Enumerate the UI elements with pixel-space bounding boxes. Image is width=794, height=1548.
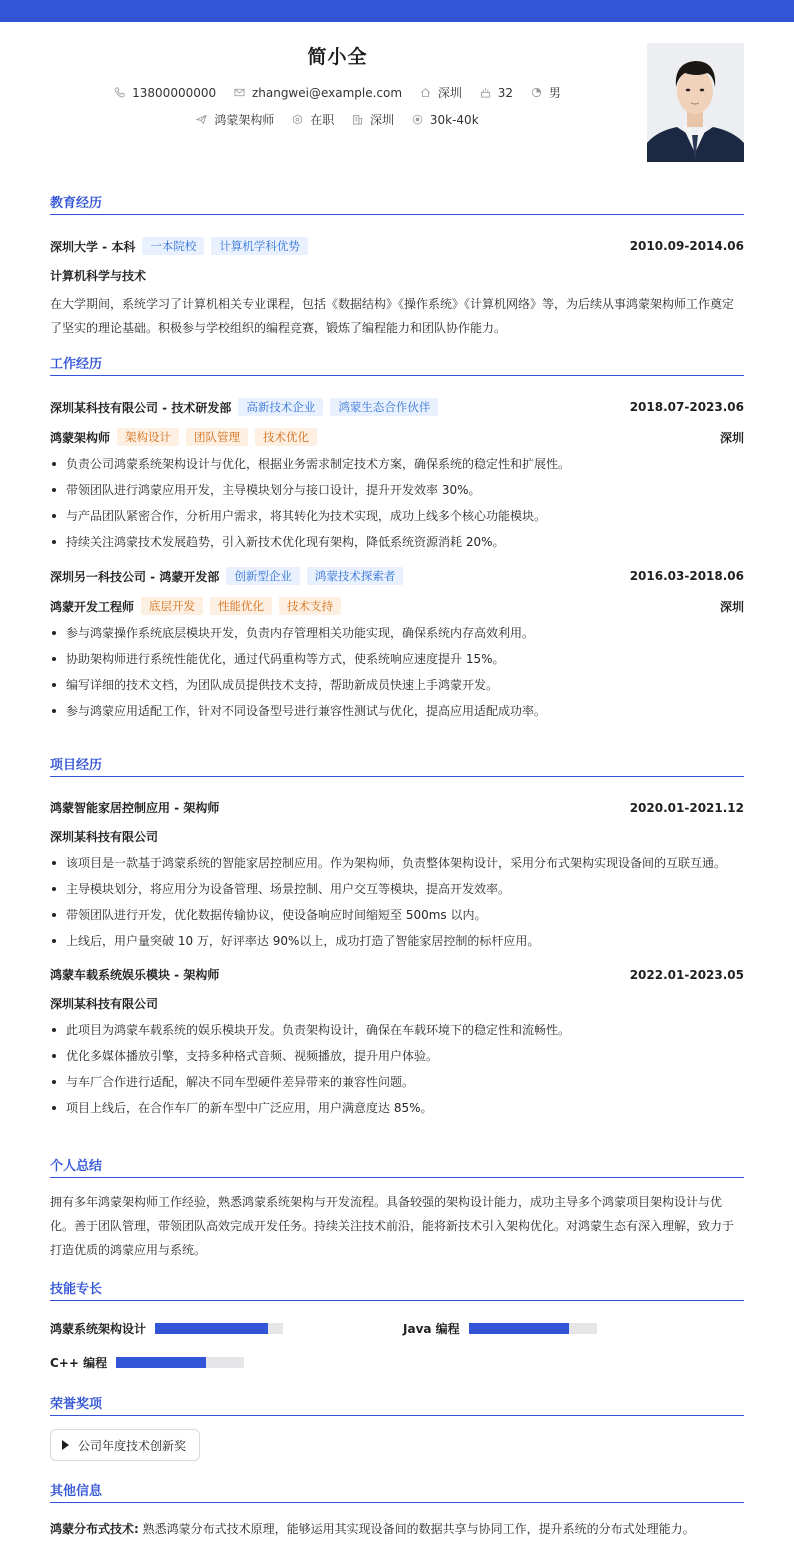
summary-text: 拥有多年鸿蒙架构师工作经验，熟悉鸿蒙系统架构与开发流程。具备较强的架构设计能力，成功主导多个鸿蒙项目架构设计与优化。善于团队管理，带领团队高效完成开发任务。持续关注技术前沿，能将新技术引入架构优化。对鸿蒙生态有深入理解，致力于打造优质的鸿蒙应用与系统。 xyxy=(50,1195,735,1257)
skill-tag: 团队管理 xyxy=(186,428,248,446)
school-tag: 计算机学科优势 xyxy=(211,237,308,255)
profile-photo xyxy=(647,43,744,162)
list-item: 带领团队进行开发，优化数据传输协议，使设备响应时间缩短至 500ms 以内。 xyxy=(50,902,744,928)
company-tag: 创新型企业 xyxy=(226,567,300,585)
resume-header xyxy=(50,22,744,182)
work-location: 深圳 xyxy=(719,430,744,445)
section-title-work: 工作经历 xyxy=(50,353,744,376)
company-name: 深圳某科技有限公司 - 技术研发部 xyxy=(50,400,232,415)
send-icon xyxy=(196,114,207,125)
age-icon xyxy=(480,87,491,98)
other-info-text: 熟悉鸿蒙分布式技术原理，能够运用其实现设备间的数据共享与协同工作，提升系统的分布式处理能力。 xyxy=(142,1522,695,1536)
list-item: 该项目是一款基于鸿蒙系统的智能家居控制应用。作为架构师，负责整体架构设计，采用分布式架构实现设备间的互联互通。 xyxy=(50,850,744,876)
list-item: 持续关注鸿蒙技术发展趋势，引入新技术优化现有架构，降低系统资源消耗 20%。 xyxy=(50,529,744,555)
company-tag: 鸿蒙生态合作伙伴 xyxy=(330,398,438,416)
project-period: 2020.01-2021.12 xyxy=(629,800,744,815)
skill-tag: 技术优化 xyxy=(255,428,317,446)
project-bullets xyxy=(50,1017,744,1121)
education-description: 在大学期间，系统学习了计算机相关专业课程，包括《数据结构》《操作系统》《计算机网络》等，为后续从事鸿蒙架构师工作奠定了坚实的理论基础。积极参与学校组织的编程竞赛，锻炼了编程能力和团队协作能力。 xyxy=(50,297,735,335)
list-item: 负责公司鸿蒙系统架构设计与优化，根据业务需求制定技术方案，确保系统的稳定性和扩展性。 xyxy=(50,451,744,477)
section-title-education: 教育经历 xyxy=(50,192,744,215)
project-company: 深圳某科技有限公司 xyxy=(50,830,159,844)
project-item xyxy=(50,799,744,954)
award-label: 公司年度技术创新奖 xyxy=(78,1438,187,1453)
play-triangle-icon xyxy=(62,1440,69,1450)
skills-section xyxy=(50,1278,744,1368)
education-major: 计算机科学与技术 xyxy=(50,269,147,283)
list-item: 协助架构师进行系统性能优化，通过代码重构等方式，使系统响应速度提升 15%。 xyxy=(50,646,744,672)
company-tag: 鸿蒙技术探索者 xyxy=(307,567,404,585)
status-icon xyxy=(292,114,303,125)
project-item xyxy=(50,966,744,1121)
section-title-skills: 技能专长 xyxy=(50,1278,744,1301)
summary-section xyxy=(50,1155,744,1262)
salary-icon xyxy=(412,114,423,125)
list-item: 编写详细的技术文档，为团队成员提供技术支持，帮助新成员快速上手鸿蒙开发。 xyxy=(50,672,744,698)
skill-level-bar xyxy=(469,1323,597,1334)
work-item xyxy=(50,398,744,555)
gender-icon xyxy=(531,87,542,98)
company-name: 深圳另一科技公司 - 鸿蒙开发部 xyxy=(50,569,220,584)
skill-level-fill xyxy=(116,1357,206,1368)
skill-name: 鸿蒙系统架构设计 xyxy=(50,1322,147,1336)
skill-level-fill xyxy=(469,1323,569,1334)
contact-age: 32 xyxy=(480,86,513,100)
skill-name: C++ 编程 xyxy=(50,1356,108,1370)
list-item: 此项目为鸿蒙车载系统的娱乐模块开发。负责架构设计，确保在车载环境下的稳定性和流畅性。 xyxy=(50,1017,744,1043)
school-name: 深圳大学 - 本科 xyxy=(50,239,136,254)
skill-name: Java 编程 xyxy=(403,1322,460,1336)
project-period: 2022.01-2023.05 xyxy=(629,967,744,982)
skill-level-fill xyxy=(155,1323,268,1334)
intent-position: 鸿蒙架构师 xyxy=(196,111,274,128)
project-name: 鸿蒙车载系统娱乐模块 - 架构师 xyxy=(50,968,220,982)
work-section xyxy=(50,353,744,724)
education-header xyxy=(50,237,744,255)
contact-city: 深圳 xyxy=(420,84,462,101)
list-item: 参与鸿蒙操作系统底层模块开发，负责内存管理相关功能实现，确保系统内存高效利用。 xyxy=(50,620,744,646)
list-item: 项目上线后，在合作车厂的新车型中广泛应用，用户满意度达 85%。 xyxy=(50,1095,744,1121)
skill-tag: 性能优化 xyxy=(210,597,272,615)
skill-item xyxy=(50,1320,283,1337)
list-item: 与车厂合作进行适配，解决不同车型硬件差异带来的兼容性问题。 xyxy=(50,1069,744,1095)
work-location: 深圳 xyxy=(719,599,744,614)
skill-tag: 底层开发 xyxy=(141,597,203,615)
school-tag: 一本院校 xyxy=(142,237,204,255)
project-company: 深圳某科技有限公司 xyxy=(50,997,159,1011)
work-item xyxy=(50,567,744,724)
list-item: 优化多媒体播放引擎，支持多种格式音频、视频播放，提升用户体验。 xyxy=(50,1043,744,1069)
skill-tag: 架构设计 xyxy=(117,428,179,446)
work-period: 2018.07-2023.06 xyxy=(629,400,744,414)
work-bullets xyxy=(50,620,744,724)
project-bullets xyxy=(50,850,744,954)
other-info-line xyxy=(50,1517,744,1541)
work-bullets xyxy=(50,451,744,555)
work-period: 2016.03-2018.06 xyxy=(629,569,744,583)
honors-section xyxy=(50,1393,744,1463)
intent-salary: 30k-40k xyxy=(412,113,479,127)
list-item: 主导模块划分，将应用分为设备管理、场景控制、用户交互等模块，提高开发效率。 xyxy=(50,876,744,902)
contact-email: zhangwei@example.com xyxy=(234,86,402,100)
job-role: 鸿蒙架构师 xyxy=(50,430,111,445)
job-intent-row xyxy=(50,111,625,128)
other-section xyxy=(50,1480,744,1541)
company-tag: 高新技术企业 xyxy=(238,398,323,416)
skill-level-bar xyxy=(116,1357,244,1368)
resume-page xyxy=(50,22,744,1536)
project-name: 鸿蒙智能家居控制应用 - 架构师 xyxy=(50,801,220,815)
other-info-label: 鸿蒙分布式技术: xyxy=(50,1522,139,1536)
job-role: 鸿蒙开发工程师 xyxy=(50,599,135,614)
contact-row xyxy=(50,84,625,101)
skill-level-bar xyxy=(155,1323,283,1334)
section-title-projects: 项目经历 xyxy=(50,754,744,777)
intent-status: 在职 xyxy=(292,111,334,128)
section-title-other: 其他信息 xyxy=(50,1480,744,1503)
skill-tag: 技术支持 xyxy=(279,597,341,615)
building-icon xyxy=(352,114,363,125)
contact-phone: 13800000000 xyxy=(114,86,216,100)
mail-icon xyxy=(234,87,245,98)
education-period: 2010.09-2014.06 xyxy=(629,239,744,253)
candidate-name: 简小全 xyxy=(307,46,368,68)
contact-gender: 男 xyxy=(531,84,561,101)
projects-section xyxy=(50,754,744,1121)
home-icon xyxy=(420,87,431,98)
list-item: 上线后，用户量突破 10 万，好评率达 90%以上，成功打造了智能家居控制的标杆应用。 xyxy=(50,928,744,954)
skill-item xyxy=(403,1320,597,1337)
list-item: 带领团队进行鸿蒙应用开发，主导模块划分与接口设计，提升开发效率 30%。 xyxy=(50,477,744,503)
section-title-honors: 荣誉奖项 xyxy=(50,1393,744,1416)
skill-item xyxy=(50,1354,244,1371)
phone-icon xyxy=(114,87,125,98)
intent-city: 深圳 xyxy=(352,111,394,128)
list-item: 参与鸿蒙应用适配工作，针对不同设备型号进行兼容性测试与优化，提高应用适配成功率。 xyxy=(50,698,744,724)
list-item: 与产品团队紧密合作，分析用户需求，将其转化为技术实现，成功上线多个核心功能模块。 xyxy=(50,503,744,529)
education-section xyxy=(50,192,744,340)
section-title-summary: 个人总结 xyxy=(50,1155,744,1178)
top-accent-bar xyxy=(0,0,794,22)
award-item[interactable] xyxy=(50,1429,200,1461)
